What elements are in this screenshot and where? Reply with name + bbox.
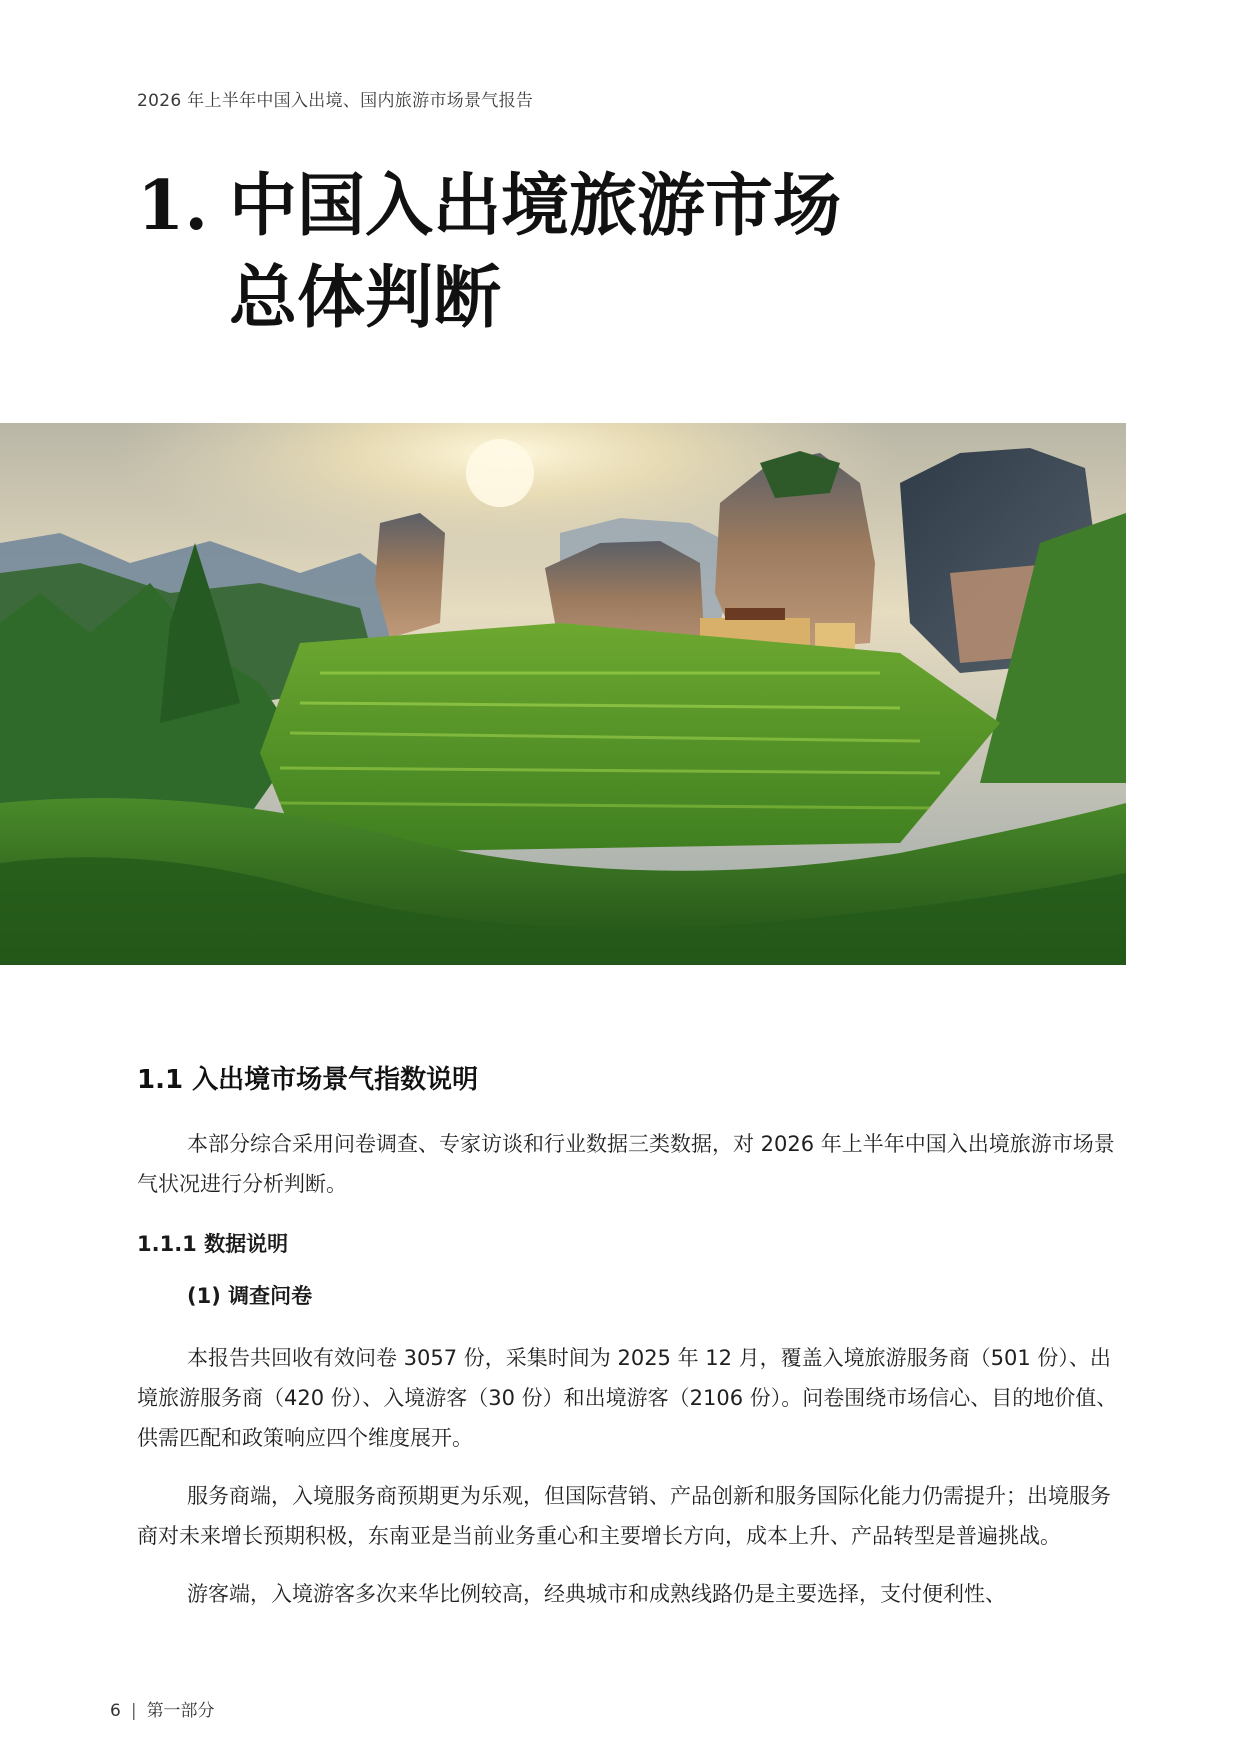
footer-separator: | (130, 1701, 137, 1721)
section-intro: 本部分综合采用问卷调查、专家访谈和行业数据三类数据，对 2026 年上半年中国入出境旅游市场景气状况进行分析判断。 (137, 1132, 1115, 1196)
item-heading: (1) 调查问卷 (187, 1284, 313, 1308)
chapter-title-line1: 中国入出境旅游市场 (229, 166, 842, 246)
paragraph: 游客端，入境游客多次来华比例较高，经典城市和成熟线路仍是主要选择，支付便利性、 (187, 1582, 1006, 1606)
section-heading: 1.1 入出境市场景气指数说明 (137, 1065, 479, 1095)
paragraph: 服务商端，入境服务商预期更为乐观，但国际营销、产品创新和服务国际化能力仍需提升；出境服务商对未来增长预期积极，东南亚是当前业务重心和主要增长方向，成本上升、产品转型是普遍挑战。 (137, 1484, 1111, 1548)
running-header: 2026 年上半年中国入出境、国内旅游市场景气报告 (137, 91, 534, 111)
chapter-title-line2: 总体判断 (229, 258, 502, 338)
chapter-number: 1. (137, 166, 208, 246)
landscape-photo-icon (0, 423, 1126, 965)
chapter-title (137, 160, 841, 344)
content-body (137, 1060, 1127, 1632)
part-label: 第一部分 (146, 1701, 215, 1721)
paragraph: 本报告共回收有效问卷 3057 份，采集时间为 2025 年 12 月，覆盖入境旅游服务商（501 份）、出境旅游服务商（420 份）、入境游客（30 份）和出境游客（2106 份）。问卷围绕市场信心、目的地价值、供需匹配和政策响应四个维度展开。 (137, 1346, 1118, 1450)
page-number: 6 (110, 1701, 121, 1721)
subsection-heading: 1.1.1 数据说明 (137, 1232, 289, 1256)
page-footer (110, 1696, 215, 1721)
